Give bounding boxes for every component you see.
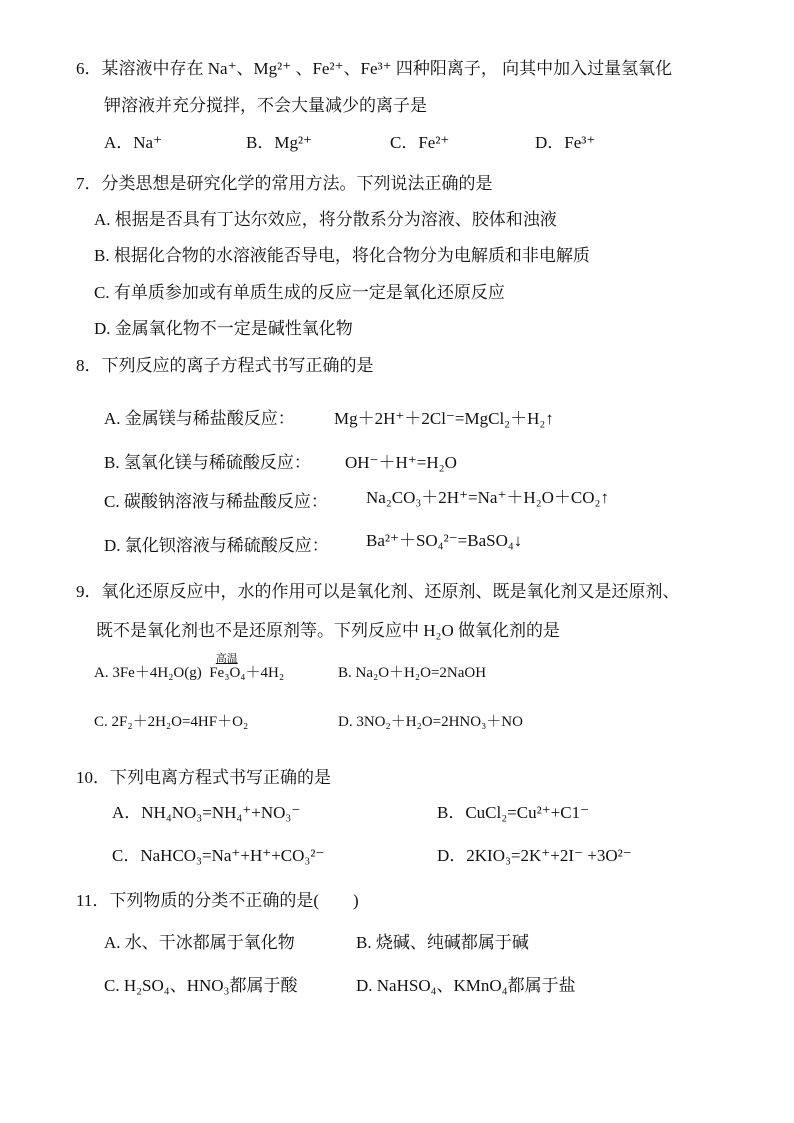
q6-option-d: D．Fe³⁺	[535, 133, 596, 152]
q10-stem: 10．下列电离方程式书写正确的是	[76, 768, 331, 787]
q11-option-c: C. H₂SO₄、HNO₃都属于酸	[104, 976, 298, 995]
q8-option-a-equation: Mg＋2H⁺＋2Cl⁻=MgCl₂＋H₂↑	[334, 409, 554, 428]
q6-option-c: C．Fe²⁺	[390, 133, 450, 152]
q7-stem: 7．分类思想是研究化学的常用方法。下列说法正确的是	[76, 174, 493, 193]
q9-option-a	[94, 653, 285, 684]
q8-option-d-equation: Ba²⁺＋SO₄²⁻=BaSO₄↓	[366, 531, 523, 550]
q9-option-d: D. 3NO₂＋H₂O=2HNO₃＋NO	[338, 714, 523, 730]
q10-option-c: C．NaHCO₃=Na⁺+H⁺+CO₃²⁻	[112, 846, 325, 865]
q9-reaction-arrow	[202, 653, 238, 684]
q10-option-b: B．CuCl₂=Cu²⁺+C1⁻	[437, 803, 590, 822]
q11-option-a: A. 水、干冰都属于氧化物	[104, 933, 295, 952]
q9-reaction-condition: 高温	[215, 653, 238, 665]
q10-option-a: A．NH₄NO₃=NH₄⁺+NO₃⁻	[112, 803, 301, 822]
q7-option-c: C. 有单质参加或有单质生成的反应一定是氧化还原反应	[94, 283, 505, 302]
q6-stem-line2: 钾溶液并充分搅拌，不会大量减少的离子是	[104, 96, 427, 115]
q10-option-d: D．2KIO₃=2K⁺+2I⁻ +3O²⁻	[437, 846, 632, 865]
q7-option-b: B. 根据化合物的水溶液能否导电，将化合物分为电解质和非电解质	[94, 246, 590, 265]
q11-option-d: D. NaHSO₄、KMnO₄都属于盐	[356, 976, 576, 995]
q9-stem-line1: 9．氧化还原反应中，水的作用可以是氧化剂、还原剂、既是氧化剂又是还原剂、	[76, 582, 680, 601]
q8-option-d-label: D. 氯化钡溶液与稀硫酸反应：	[104, 536, 329, 555]
q6-option-a: A．Na⁺	[104, 133, 163, 152]
q9-stem-line2: 既不是氧化剂也不是还原剂等。下列反应中 H₂O 做氧化剂的是	[96, 621, 560, 640]
q8-stem: 8．下列反应的离子方程式书写正确的是	[76, 356, 374, 375]
q9-option-a-reactants: A. 3Fe＋4H₂O(g)	[94, 665, 202, 681]
q9-option-a-products: Fe₃O₄＋4H₂	[209, 665, 285, 681]
q6-option-b: B．Mg²⁺	[246, 133, 313, 152]
q9-option-c: C. 2F₂＋2H₂O=4HF＋O₂	[94, 714, 249, 730]
q8-option-a-label: A. 金属镁与稀盐酸反应：	[104, 409, 295, 428]
q8-option-c-equation: Na₂CO₃＋2H⁺=Na⁺＋H₂O＋CO₂↑	[366, 488, 609, 507]
q7-option-d: D. 金属氧化物不一定是碱性氧化物	[94, 319, 353, 338]
q9-option-b: B. Na₂O＋H₂O=2NaOH	[338, 665, 487, 681]
q7-option-a: A. 根据是否具有丁达尔效应，将分散系分为溶液、胶体和浊液	[94, 210, 557, 229]
q11-stem: 11．下列物质的分类不正确的是( )	[76, 891, 359, 910]
q6-stem-line1: 6．某溶液中存在 Na⁺、Mg²⁺ 、Fe²⁺、Fe³⁺ 四种阳离子， 向其中加入过量氢氧化	[76, 59, 673, 78]
q11-option-b: B. 烧碱、纯碱都属于碱	[356, 933, 529, 952]
q8-option-b-equation: OH⁻＋H⁺=H₂O	[345, 453, 457, 472]
q8-option-b-label: B. 氢氧化镁与稀硫酸反应：	[104, 453, 311, 472]
q8-option-c-label: C. 碳酸钠溶液与稀盐酸反应：	[104, 492, 328, 511]
